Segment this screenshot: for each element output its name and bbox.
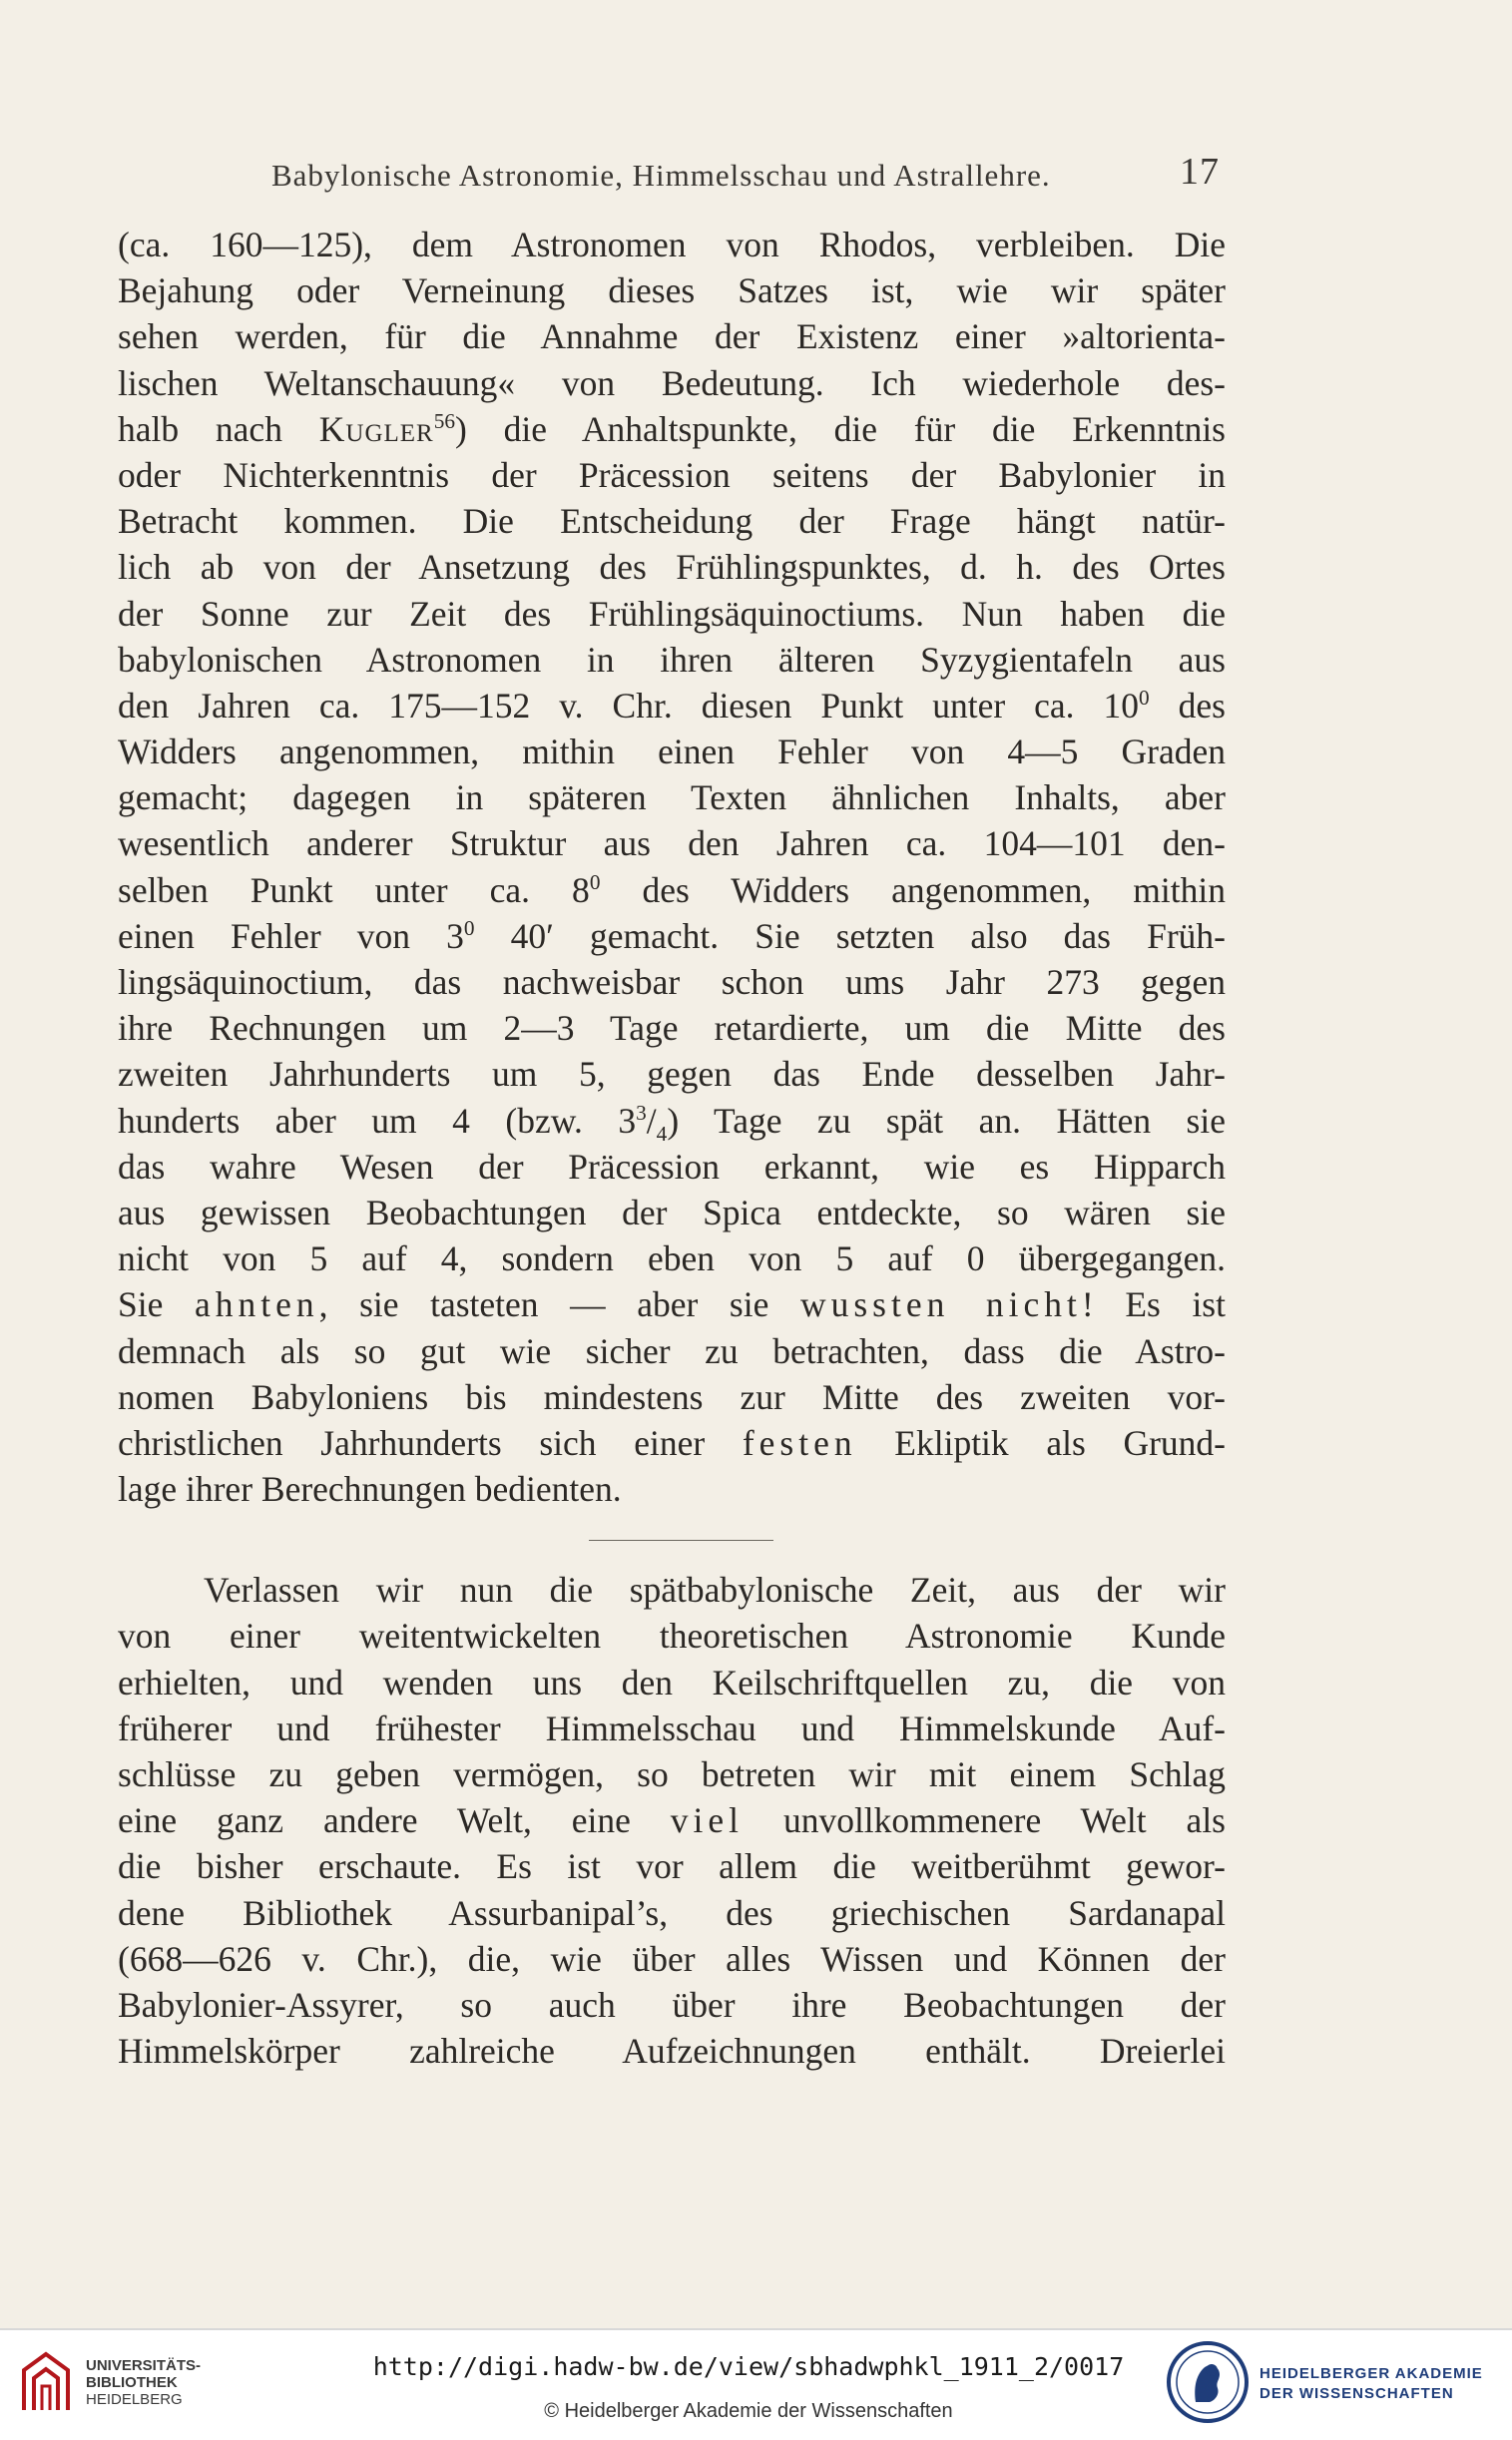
text-line: Verlassen wir nun die spätbabylonische Zeit, aus der wir: [204, 1570, 1226, 1611]
permalink-url[interactable]: http://digi.hadw-bw.de/view/sbhadwphkl_1911_2/0017: [372, 2352, 1125, 2381]
text-line: lischen Weltanschauung« von Bedeutung. Ich wiederhole des-: [118, 362, 1226, 403]
text-line: einen Fehler von $3^0$ 40′ gemacht. Sie setzten also das Früh-: [118, 915, 1226, 956]
academy-seal-icon: [1166, 2340, 1250, 2424]
paragraph-2: [118, 1567, 1226, 2074]
text-line: demnach als so gut wie sicher zu betrachten, dass die Astro-: [118, 1330, 1226, 1371]
emphasis-spaced: wussten nicht: [799, 1284, 1082, 1325]
text-line: (668—626 v. Chr.), die, wie über alles Wissen und Können der: [118, 1938, 1226, 1979]
text-line: der Sonne zur Zeit des Frühlingsäquinoctiums. Nun haben die: [118, 593, 1226, 634]
text-line: lage ihrer Berechnungen bedienten.: [118, 1469, 622, 1510]
text-line: von einer weitentwickelten theoretischen Astronomie Kunde: [118, 1616, 1226, 1657]
degree-mark: 0: [463, 915, 475, 940]
university-library-logo-icon: [16, 2348, 76, 2418]
text-line: Widders angenommen, mithin einen Fehler von 4—5 Graden: [118, 732, 1226, 772]
text-line: hunderts aber um 4 (bzw. $3^3/_4$) Tage zu spät an. Hätten sie: [118, 1100, 1226, 1146]
text-line: Himmelskörper zahlreiche Aufzeichnungen enthält. Dreierlei: [118, 2031, 1226, 2072]
text-line: sehen werden, für die Annahme der Existenz einer »altorienta-: [118, 316, 1226, 357]
fraction-numerator: 3: [636, 1100, 647, 1125]
text-line: schlüsse zu geben vermögen, so betreten wir mit einem Schlag: [118, 1754, 1226, 1794]
text-line: lich ab von der Ansetzung des Frühlingspunktes, d. h. des Ortes: [118, 547, 1226, 588]
text-line: aus gewissen Beobachtungen der Spica entdeckte, so wären sie: [118, 1192, 1226, 1232]
text-line: ihre Rechnungen um 2—3 Tage retardierte, um die Mitte des: [118, 1008, 1226, 1049]
emphasis-spaced: viel: [670, 1800, 745, 1841]
degree-mark: 0: [589, 869, 601, 894]
copyright-notice: © Heidelberger Akademie der Wissenschaften: [544, 2400, 953, 2422]
text-line: Betracht kommen. Die Entscheidung der Frage hängt natür-: [118, 501, 1226, 542]
text-line: erhielten, und wenden uns den Keilschriftquellen zu, die von: [118, 1662, 1226, 1703]
text-line: die bisher erschaute. Es ist vor allem die weitberühmt gewor-: [118, 1846, 1226, 1887]
section-separator-rule: [589, 1540, 773, 1541]
academy-name: HEIDELBERGER AKADEMIE DER WISSENSCHAFTEN: [1260, 2365, 1483, 2402]
text-line: babylonischen Astronomen in ihren älteren Syzygientafeln aus: [118, 639, 1226, 680]
body-text: [118, 222, 1226, 2074]
footnote-ref: 56: [433, 408, 456, 433]
emphasis-spaced: festen: [742, 1422, 857, 1463]
text-line: zweiten Jahrhunderts um 5, gegen das Ende desselben Jahr-: [118, 1054, 1226, 1095]
text-line: dene Bibliothek Assurbanipal’s, des griechischen Sardanapal: [118, 1892, 1226, 1933]
text-line: nomen Babyloniens bis mindestens zur Mitte des zweiten vor-: [118, 1376, 1226, 1417]
text-line: den Jahren ca. 175—152 v. Chr. diesen Punkt unter ca. $10^0$ des: [118, 685, 1226, 726]
author-name-kugler: Kugler: [318, 408, 434, 449]
page-number: 17: [1180, 151, 1220, 193]
text-line: Bejahung oder Verneinung dieses Satzes ist, wie wir später: [118, 270, 1226, 311]
text-line: (ca. 160—125), dem Astronomen von Rhodos, verbleiben. Die: [118, 225, 1226, 264]
text-line: christlichen Jahrhunderts sich einer festen Ekliptik als Grund-: [118, 1422, 1226, 1463]
text-line: lingsäquinoctium, das nachweisbar schon ums Jahr 273 gegen: [118, 962, 1226, 1002]
text-line: halb nach Kugler$^{56}$) die Anhaltspunkte, die für die Erkenntnis: [118, 408, 1226, 449]
viewer-footer: [0, 2328, 1512, 2440]
text-line: nicht von 5 auf 4, sondern eben von 5 auf 0 übergegangen.: [118, 1238, 1226, 1279]
fraction-denominator: 4: [656, 1121, 668, 1146]
emphasis-spaced: ahnten: [194, 1284, 319, 1325]
text-line: das wahre Wesen der Präcession erkannt, wie es Hipparch: [118, 1146, 1226, 1187]
running-head: [271, 150, 1220, 198]
text-line: Babylonier-Assyrer, so auch über ihre Beobachtungen der: [118, 1984, 1226, 2025]
text-line: eine ganz andere Welt, eine viel unvollkommenere Welt als: [118, 1800, 1226, 1841]
text-line: wesentlich anderer Struktur aus den Jahren ca. 104—101 den-: [118, 823, 1226, 864]
text-line: gemacht; dagegen in späteren Texten ähnlichen Inhalts, aber: [118, 777, 1226, 818]
running-head-title: Babylonische Astronomie, Himmelsschau und Astrallehre.: [271, 158, 1051, 193]
degree-mark: 0: [1139, 686, 1150, 711]
text-line: oder Nichterkenntnis der Präcession seitens der Babylonier in: [118, 454, 1226, 495]
university-library-name: UNIVERSITÄTS- BIBLIOTHEK HEIDELBERG: [86, 2357, 202, 2408]
text-line: früherer und frühester Himmelsschau und Himmelskunde Auf-: [118, 1708, 1226, 1748]
paragraph-1: [118, 222, 1226, 1512]
text-line: Sie ahnten, sie tasteten — aber sie wussten nicht! Es ist: [118, 1284, 1226, 1325]
text-line: selben Punkt unter ca. $8^0$ des Widders angenommen, mithin: [118, 869, 1226, 910]
